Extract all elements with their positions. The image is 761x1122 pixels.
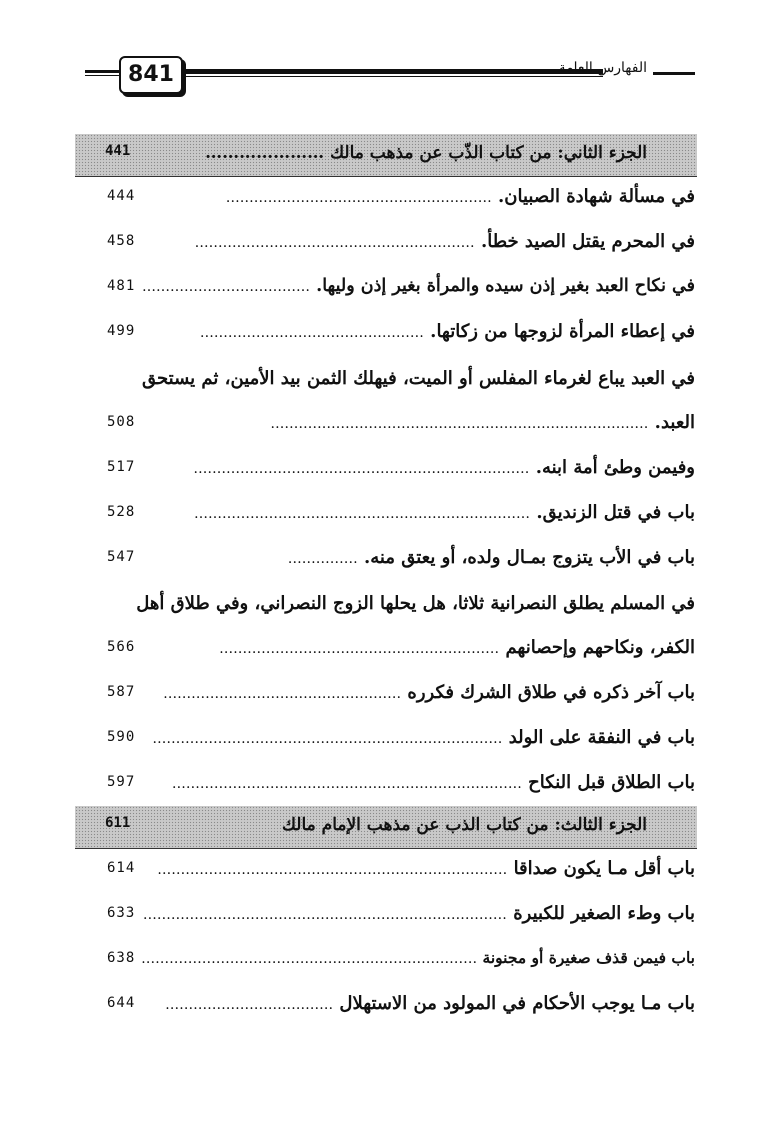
section-heading bbox=[75, 806, 697, 849]
entry-title: وفيمن وطئ أمة ابنه. bbox=[535, 457, 695, 478]
entry-title: باب في الأب يتزوج بمـال ولده، أو يعتق منه. bbox=[363, 547, 695, 568]
header-rule-right bbox=[653, 72, 695, 75]
section-page-number: 441 bbox=[105, 143, 131, 159]
entry-text bbox=[152, 727, 695, 748]
leader-dots: ……………………………………………………………………… bbox=[270, 416, 649, 432]
entry-text bbox=[219, 637, 695, 658]
section-title bbox=[282, 815, 647, 835]
header-rule-middle bbox=[183, 69, 603, 74]
entry-text bbox=[141, 948, 695, 967]
entry-title: باب في النفقة على الولد bbox=[508, 727, 695, 748]
leader-dots: ……………………………………………………………… bbox=[141, 951, 478, 967]
entry-text bbox=[193, 457, 695, 478]
section-title bbox=[205, 143, 647, 163]
entry-text bbox=[142, 276, 695, 296]
leader-dots: …………………………………………………………………… bbox=[142, 907, 507, 923]
header-rule-middle-thin bbox=[183, 76, 603, 77]
entry-page-number: 633 bbox=[107, 905, 136, 921]
leader-dots: …………………………………………………… bbox=[219, 641, 500, 657]
section-heading bbox=[75, 134, 697, 177]
leader-dots: …………………………………………… bbox=[163, 686, 402, 702]
leader-dots: ……………………………………………………………… bbox=[194, 506, 531, 522]
leader-dots: ……………………………………………………………… bbox=[193, 461, 530, 477]
entry-text bbox=[163, 682, 695, 703]
entry-page-number: 481 bbox=[107, 278, 136, 294]
entry-page-number: 638 bbox=[107, 950, 136, 966]
entry-page-number: 614 bbox=[107, 860, 136, 876]
entry-page-number: 597 bbox=[107, 774, 136, 790]
entry-title: الكفر، ونكاحهم وإحصانهم bbox=[505, 637, 695, 658]
entry-text bbox=[157, 858, 695, 879]
leader-dots: ……………………………… bbox=[165, 997, 334, 1013]
entry-page-number: 499 bbox=[107, 323, 136, 339]
page-number: 841 bbox=[119, 56, 183, 94]
entry-text bbox=[172, 772, 695, 793]
entry-page-number: 444 bbox=[107, 188, 136, 204]
leader-dots: ………………………………………………… bbox=[225, 190, 492, 206]
entry-page-number: 587 bbox=[107, 684, 136, 700]
entry-text bbox=[136, 593, 695, 614]
entry-title: باب مـا يوجب الأحكام في المولود من الاستهلال bbox=[339, 993, 695, 1014]
leader-dots: ………………………………………………………………… bbox=[171, 776, 522, 792]
entry-page-number: 590 bbox=[107, 729, 136, 745]
entry-title: باب وطء الصغير للكبيرة bbox=[513, 903, 695, 924]
entry-page-number: 644 bbox=[107, 995, 136, 1011]
entry-title: باب آخر ذكره في طلاق الشرك فكرره bbox=[407, 682, 695, 703]
entry-title: في العبد يباع لغرماء المفلس أو الميت، فيهلك الثمن بيد الأمين، ثم يستحق bbox=[142, 368, 695, 389]
leader-dots: …………………………………………………… bbox=[194, 235, 475, 251]
entry-text bbox=[270, 412, 695, 433]
entry-text bbox=[165, 993, 695, 1014]
leader-dots: ………………………………………………………………… bbox=[157, 862, 508, 878]
entry-title: في إعطاء المرأة لزوجها من زكاتها. bbox=[430, 321, 695, 342]
leader-dots: ……………………………… bbox=[142, 279, 311, 295]
entry-page-number: 517 bbox=[107, 459, 136, 475]
page-header bbox=[85, 52, 695, 98]
section-leader-dots: ………………… bbox=[205, 143, 325, 163]
entry-page-number: 528 bbox=[107, 504, 136, 520]
entry-title: باب في قتل الزنديق. bbox=[536, 502, 695, 523]
entry-text bbox=[226, 186, 695, 207]
leader-dots: …………… bbox=[287, 551, 358, 567]
entry-page-number: 508 bbox=[107, 414, 136, 430]
entry-title: في المحرم يقتل الصيد خطأ. bbox=[480, 231, 695, 252]
section-title-text: الجزء الثالث: من كتاب الذب عن مذهب الإمام مالك bbox=[281, 815, 647, 835]
section-title-text: الجزء الثاني: من كتاب الذّب عن مذهب مالك bbox=[330, 143, 647, 163]
entry-title: العبد. bbox=[654, 412, 695, 433]
running-title: الفهارس العامة bbox=[558, 60, 647, 76]
entry-text bbox=[142, 368, 695, 389]
entry-text bbox=[195, 231, 695, 252]
entry-title: باب الطلاق قبل النكاح bbox=[528, 772, 695, 793]
entry-title: باب أقل مـا يكون صداقا bbox=[513, 858, 695, 879]
entry-text bbox=[288, 547, 695, 568]
entry-title: في المسلم يطلق النصرانية ثلاثا، هل يحلها الزوج النصراني، وفي طلاق أهل bbox=[136, 593, 695, 614]
entry-text bbox=[194, 502, 695, 523]
entry-text bbox=[200, 321, 695, 342]
section-page-number: 611 bbox=[105, 815, 131, 831]
entry-title: في نكاح العبد بغير إذن سيده والمرأة بغير إذن وليها. bbox=[316, 276, 695, 296]
entry-text bbox=[143, 903, 695, 924]
entry-page-number: 566 bbox=[107, 639, 136, 655]
entry-page-number: 547 bbox=[107, 549, 136, 565]
leader-dots: ………………………………………… bbox=[199, 325, 424, 341]
entry-title: في مسألة شهادة الصبيان. bbox=[498, 186, 695, 207]
entry-title: باب فيمن قذف صغيرة أو مجنونة bbox=[482, 948, 695, 967]
entry-page-number: 458 bbox=[107, 233, 136, 249]
leader-dots: ………………………………………………………………… bbox=[152, 731, 503, 747]
